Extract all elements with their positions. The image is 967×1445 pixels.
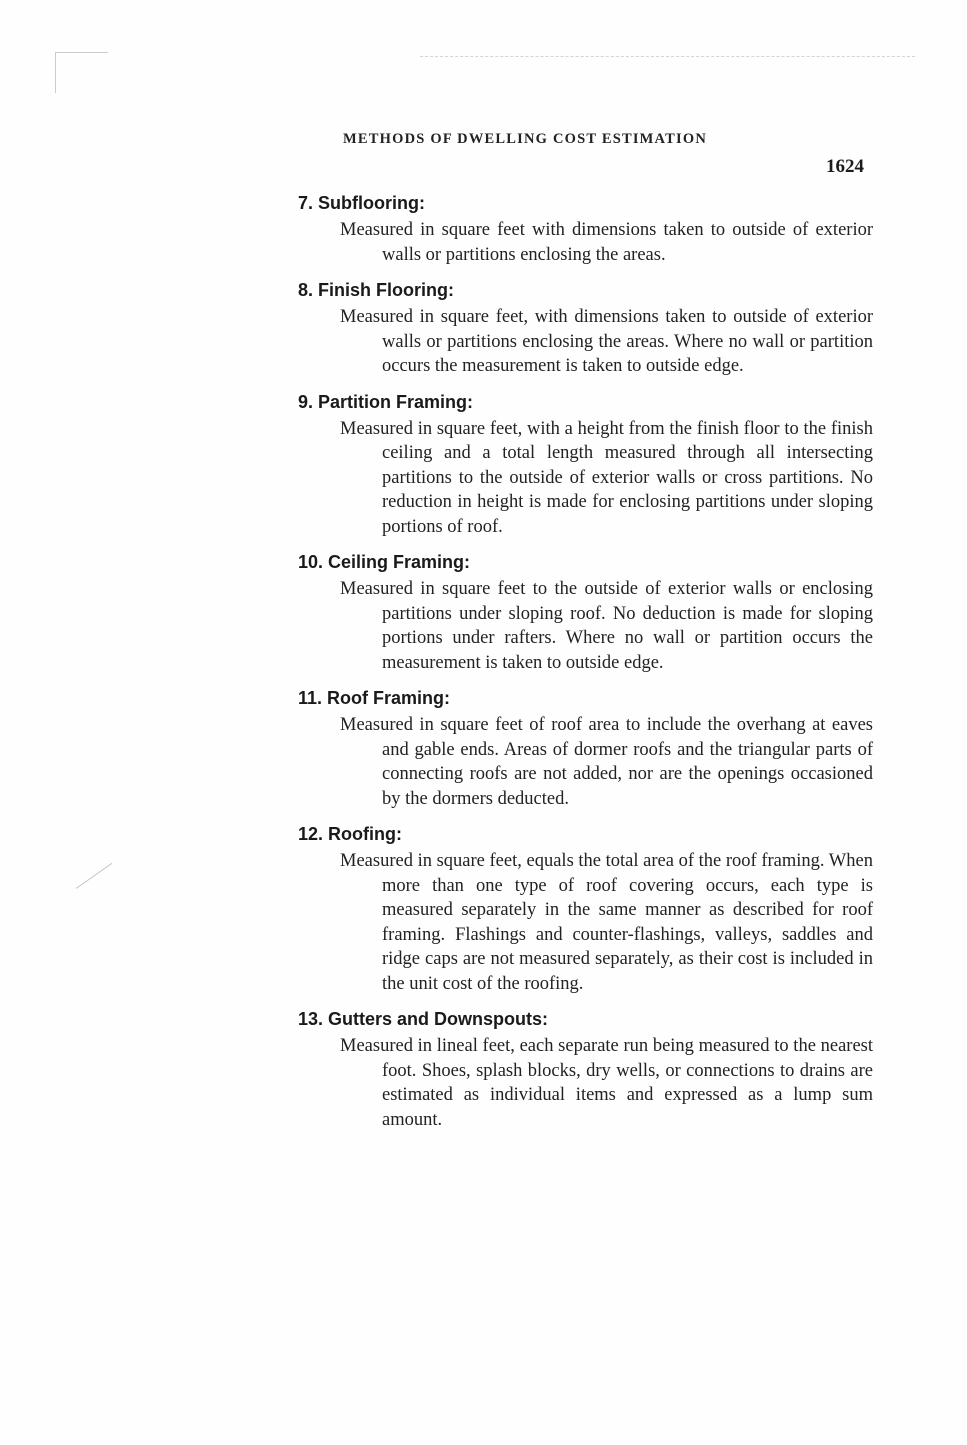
entry-finish-flooring — [298, 277, 873, 379]
entry-body: Measured in square feet, with a height from the finish floor to the finish ceiling and a total length measured through all intersecting partitions to the outside of exterior walls or cross partitions. No reduction in height is made for enclosing partitions under sloping portions of roof. — [340, 418, 873, 537]
entry-title: 12. Roofing: — [298, 824, 402, 844]
entry-subflooring — [298, 190, 873, 267]
entry-gutters-downspouts — [298, 1006, 873, 1132]
running-head: METHODS OF DWELLING COST ESTIMATION — [343, 131, 708, 147]
scan-stray-mark — [76, 863, 113, 889]
entry-title: 7. Subflooring: — [298, 193, 425, 213]
entry-body: Measured in lineal feet, each separate run being measured to the nearest foot. Shoes, splash blocks, dry wells, or connections to drains are estimated as individual items and expressed as a lump sum amount. — [340, 1036, 873, 1130]
entry-title: 8. Finish Flooring: — [298, 280, 454, 300]
entry-title: 13. Gutters and Downspouts: — [298, 1009, 549, 1029]
entry-title: 10. Ceiling Framing: — [298, 552, 471, 572]
entry-roof-framing — [298, 685, 873, 811]
entry-title: 11. Roof Framing: — [298, 688, 451, 708]
entry-body: Measured in square feet of roof area to include the overhang at eaves and gable ends. Areas of dormer roofs and the triangular parts of connecting roofs are not added, nor are the openings occasioned by the dormers deducted. — [340, 715, 873, 809]
scan-corner-mark — [55, 52, 108, 93]
entry-ceiling-framing — [298, 549, 873, 675]
entries-list — [298, 190, 873, 1142]
scan-edge-line — [420, 56, 915, 57]
entry-title: 9. Partition Framing: — [298, 391, 474, 412]
entry-body: Measured in square feet, with dimensions taken to outside of exterior walls or partitions enclosing the areas. Where no wall or partition occurs the measurement is taken to outside edge. — [340, 307, 873, 376]
entry-body: Measured in square feet, equals the total area of the roof framing. When more than one type of roof covering occurs, each type is measured separately in the same manner as described for roof framing. Flashings and counter-flashings, valleys, saddles and ridge caps are not measured separately, as their cost is included in the unit cost of the roofing. — [340, 851, 873, 994]
page-number: 1624 — [826, 156, 864, 177]
entry-body: Measured in square feet to the outside of exterior walls or enclosing partitions under sloping roof. No deduction is made for sloping portions under rafters. Where no wall or partition occurs the measurement is taken to outside edge. — [340, 579, 873, 673]
entry-roofing — [298, 821, 873, 996]
entry-body: Measured in square feet with dimensions taken to outside of exterior walls or partitions enclosing the areas. — [340, 220, 873, 265]
entry-partition-framing — [298, 389, 873, 540]
